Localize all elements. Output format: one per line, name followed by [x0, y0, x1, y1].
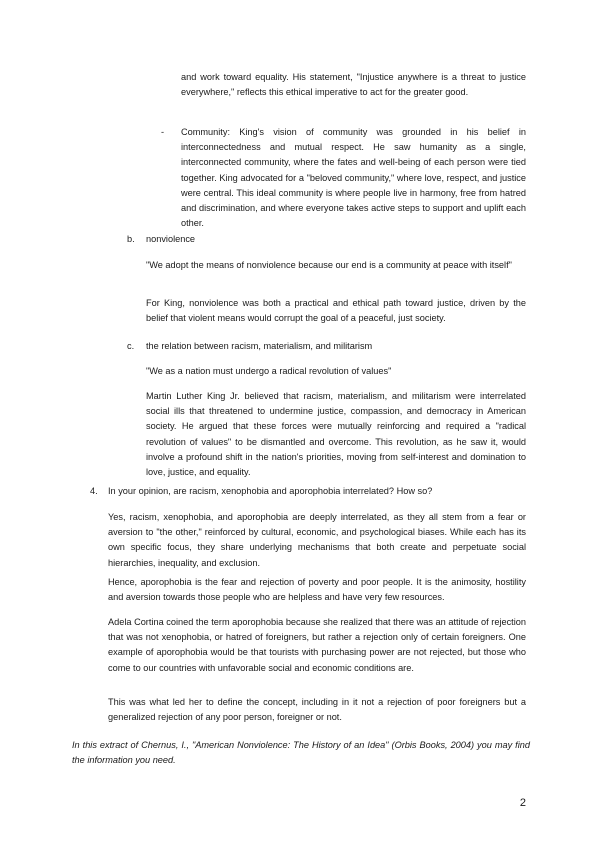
item-c-heading: the relation between racism, materialism, and militarism: [146, 341, 373, 351]
answer-paragraph: This was what led her to define the concept, including in it not a rejection of poor foreigners but a generalized rejection of any poor person, foreigner or not.: [108, 697, 526, 723]
community-bullet: -: [161, 127, 165, 137]
item-b-heading: nonviolence: [146, 234, 196, 244]
item-b-body: For King, nonviolence was both a practical and ethical path toward justice, driven by the belief that violent means would corrupt the goal of a peaceful, just society.: [146, 298, 526, 324]
question-4-number: 4.: [90, 486, 98, 496]
community-intro-paragraph: and work toward equality. His statement, "Injustice anywhere is a threat to justice everywhere," reflects this ethical imperative to act for the greater good.: [181, 72, 526, 98]
item-c-marker: c.: [127, 341, 135, 351]
item-b-quote: "We adopt the means of nonviolence because our end is a community at peace with itself": [146, 260, 512, 270]
page-number: 2: [519, 797, 526, 809]
answer-paragraph: Adela Cortina coined the term aporophobia because she realized that there was an attitude of rejection that was not xenophobia, or hatred of foreigners, but rather a rejection only of certain foreigners. One example of aporophobia would be that tourists with purchasing power are not rejected, but those who come to our countries with unfavorable social and economic conditions are.: [108, 617, 526, 673]
citation-note: In this extract of Chernus, I., "American Nonviolence: The History of an Idea" (Orbis Books, 2004) you may find the information you need.: [72, 740, 530, 766]
item-c-body: Martin Luther King Jr. believed that racism, materialism, and militarism were interrelated social ills that threatened to undermine justice, compassion, and democracy in American society. He argued that these forces were mutually reinforcing and required a "radical revolution of values" to be dismantled and overcome. This revolution, as he saw it, would involve a profound shift in the nation's priorities, moving from self-interest and domination to love, justice, and equality.: [146, 391, 526, 478]
answer-paragraph: Hence, aporophobia is the fear and rejection of poverty and poor people. It is the animosity, hostility and aversion towards those people who are helpless and have very few resources.: [108, 577, 526, 603]
answer-paragraph: Yes, racism, xenophobia, and aporophobia are deeply interrelated, as they all stem from a fear or aversion to "the other," reinforced by cultural, economic, and psychological biases. While each has its own specific focus, they share underlying mechanisms that both create and perpetuate social hierarchies, inequality, and exclusion.: [108, 512, 526, 568]
item-b-marker: b.: [127, 234, 135, 244]
question-4-text: In your opinion, are racism, xenophobia and aporophobia interrelated? How so?: [108, 486, 433, 496]
item-c-quote: "We as a nation must undergo a radical revolution of values": [146, 366, 392, 376]
community-paragraph: Community: King's vision of community was grounded in his belief in interconnectedness and mutual respect. He saw humanity as a single, interconnected community, where the fates and well-being of each person were tied together. King advocated for a "beloved community," where love, respect, and justice were central. This ideal community is where people live in harmony, free from hatred and discrimination, and where everyone takes active steps to support and uplift each other.: [181, 127, 526, 229]
